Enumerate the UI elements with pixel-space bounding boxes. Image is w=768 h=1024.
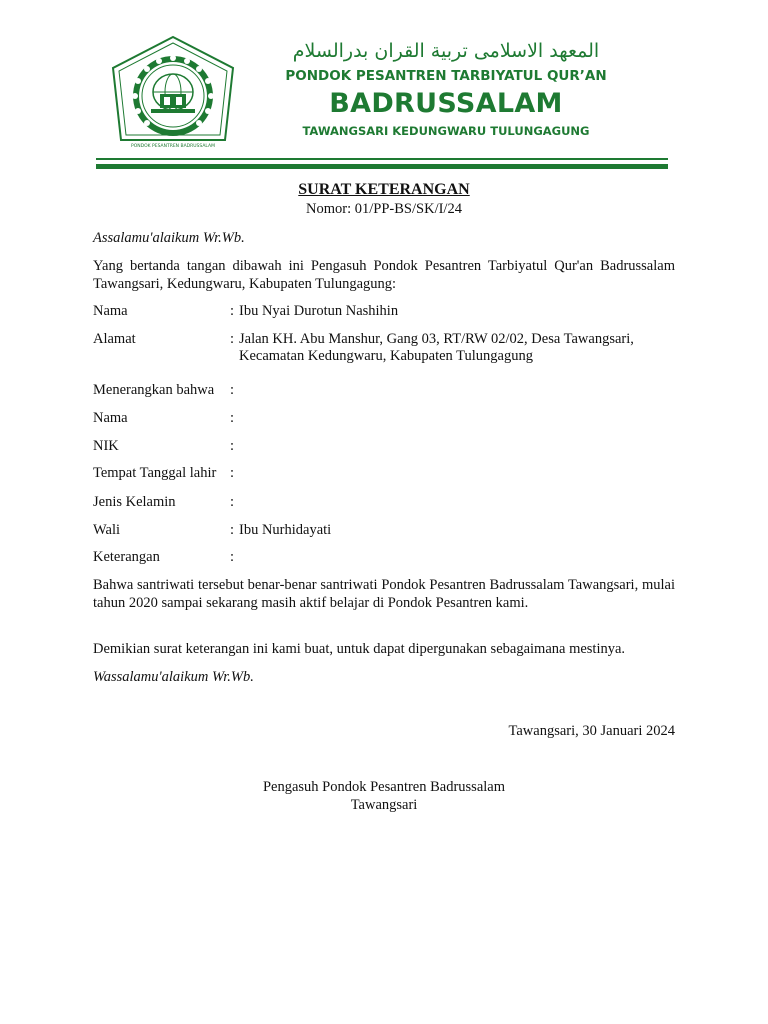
field-label: Alamat — [93, 331, 136, 347]
signature-title: Pengasuh Pondok Pesantren Badrussalam — [262, 779, 506, 795]
field-label: Jenis Kelamin — [93, 494, 176, 510]
field-label: Menerangkan bahwa — [93, 382, 215, 398]
field-label: Wali — [93, 522, 121, 538]
logo-emblem-icon — [104, 34, 242, 152]
header-rule-thick — [96, 164, 668, 169]
letter-page: PONDOK PESANTREN BADRUSSALAM المعهد الاسلامى تربية القران بدرالسلام PONDOK PESANTREN TARBIYATUL QUR’AN BADRUSSALAM TAWANGSARI KEDUNGWARU TULUNGAGUNG SURAT KETERANGAN Nomor: 01/PP-BS/SK/I/24 Assalamu'alaikum Wr.Wb. Yang bertanda tangan dibawah ini Pengasuh Pondok Pesantren Tarbiyatul Qur'an Badrussalam Tawangsari, Kedungwaru, Kabupaten Tulungagung: Nama : Ibu Nyai Durotun Nashihin Alamat : Jalan KH. Abu Manshur, Gang 03, RT/RW 02/02, Desa Tawangsari, Kecamatan Kedungwaru, Kabupaten Tulungagung Menerangkan bahwa : Nama : NIK : Tempat Tanggal lahir : Jenis Kelamin : Wali : Ibu Nurhidayati Keterangan : Bahwa santriwati tersebut benar-benar santriwati Pondok Pesantren Badrussalam Tawangsari, mulai tahun 2020 sampai sekarang masih aktif belajar di Pondok Pesantren kami. Demikian surat keterangan ini kami buat, untuk dapat dipergunakan sebagaimana mestinya. Wassalamu'alaikum Wr.Wb. Tawangsari, 30 Januari 2024 Pengasuh Pondok Pesantren Badrussalam Tawangsari — [0, 0, 768, 1024]
field-value: Ibu Nyai Durotun Nashihin — [239, 303, 399, 319]
document-title: SURAT KETERANGAN — [298, 181, 470, 198]
statement-paragraph: Bahwa santriwati tersebut benar-benar santriwati Pondok Pesantren Badrussalam Tawangsari, mulai tahun 2020 sampai sekarang masih aktif belajar di Pondok Pesantren kami. — [93, 577, 675, 611]
place-date: Tawangsari, 30 Januari 2024 — [508, 723, 675, 739]
letterhead — [262, 38, 630, 139]
institution-line: PONDOK PESANTREN TARBIYATUL QUR’AN — [285, 68, 607, 84]
field-value: Jalan KH. Abu Manshur, Gang 03, RT/RW 02/02, Desa Tawangsari, — [239, 331, 634, 347]
arabic-institution-name: المعهد الاسلامى تربية القران بدرالسلام — [292, 40, 600, 62]
institution-address: TAWANGSARI KEDUNGWARU TULUNGAGUNG — [302, 124, 590, 138]
signature-block — [184, 778, 584, 814]
field-label: Keterangan — [93, 549, 160, 565]
logo-caption: PONDOK PESANTREN BADRUSSALAM — [131, 144, 215, 149]
pesantren-logo — [104, 34, 242, 152]
intro-paragraph: Yang bertanda tangan dibawah ini Pengasuh Pondok Pesantren Tarbiyatul Qur'an Badrussalam Tawangsari, Kedungwaru, Kabupaten Tulungagung: — [93, 258, 675, 292]
closing-greeting: Wassalamu'alaikum Wr.Wb. — [93, 669, 254, 685]
opening-greeting: Assalamu'alaikum Wr.Wb. — [93, 230, 245, 246]
field-label: Nama — [93, 303, 128, 319]
signature-place: Tawangsari — [350, 797, 418, 813]
closing-paragraph: Demikian surat keterangan ini kami buat, untuk dapat dipergunakan sebagaimana mestinya. — [93, 641, 626, 657]
field-label: Tempat Tanggal lahir — [93, 465, 217, 481]
field-label: Nama — [93, 410, 128, 426]
header-rule-thin — [96, 158, 668, 160]
field-value: Kecamatan Kedungwaru, Kabupaten Tulungagung — [239, 348, 533, 364]
field-value: Ibu Nurhidayati — [239, 522, 332, 538]
institution-name: BADRUSSALAM — [329, 88, 563, 119]
field-label: NIK — [93, 438, 119, 454]
document-number: Nomor: 01/PP-BS/SK/I/24 — [306, 201, 462, 217]
